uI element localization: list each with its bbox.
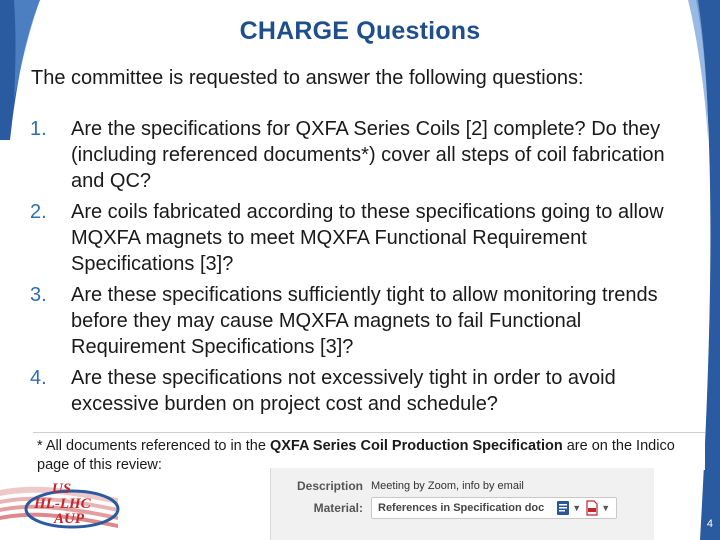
pdf-icon[interactable] — [585, 500, 599, 516]
question-number: 4. — [30, 367, 47, 389]
indico-description-row — [271, 475, 524, 497]
us-hl-lhc-aup-logo — [0, 482, 120, 534]
logo-line-aup: AUP — [54, 511, 84, 527]
page-number: 4 — [706, 518, 713, 530]
footnote-spec-name: QXFA Series Coil Production Specification — [269, 438, 563, 454]
question-text: Are these specifications not excessively tight in order to avoid excessive burden on project cost and schedule? — [71, 367, 616, 415]
material-link[interactable]: References in Specification doc — [378, 502, 545, 514]
indico-screenshot — [270, 468, 654, 540]
question-number: 3. — [30, 284, 47, 306]
footnote — [33, 432, 705, 473]
indico-description-label: Description — [296, 479, 363, 493]
intro-text: The committee is requested to answer the following questions: — [31, 67, 584, 89]
question-text: Are these specifications sufficiently tight to allow monitoring trends before they may cause MQXFA magnets to fail Functional Requirement Specifications [3]? — [71, 284, 658, 358]
slide-title: CHARGE Questions — [239, 17, 481, 45]
word-doc-icon[interactable] — [556, 500, 570, 516]
footnote-suffix: are on the Indico page of this review: — [37, 438, 675, 473]
chevron-down-icon[interactable]: ▼ — [572, 503, 582, 513]
question-number: 1. — [30, 118, 47, 140]
question-item — [30, 282, 700, 360]
indico-material-label: Material: — [313, 501, 363, 515]
question-item — [30, 365, 700, 417]
question-item — [30, 116, 700, 194]
question-item — [30, 199, 700, 277]
logo-line-us: US — [52, 481, 72, 497]
logo-text — [30, 482, 120, 527]
material-link-box[interactable] — [371, 497, 617, 519]
footnote-prefix: * All documents referenced to in the — [37, 438, 270, 454]
indico-material-row — [271, 497, 617, 519]
question-text: Are the specifications for QXFA Series Coils [2] complete? Do they (including referenced documents*) cover all steps of coil fabrication and QC? — [71, 118, 665, 192]
logo-line-hl-lhc: HL-LHC — [34, 496, 91, 512]
question-text: Are coils fabricated according to these specifications going to allow MQXFA magnets to meet MQXFA Functional Requirement Specifications [3]? — [71, 201, 664, 275]
questions-list — [30, 116, 700, 422]
chevron-down-icon[interactable]: ▼ — [601, 503, 611, 513]
question-number: 2. — [30, 201, 47, 223]
indico-description-value: Meeting by Zoom, info by email — [371, 480, 524, 492]
